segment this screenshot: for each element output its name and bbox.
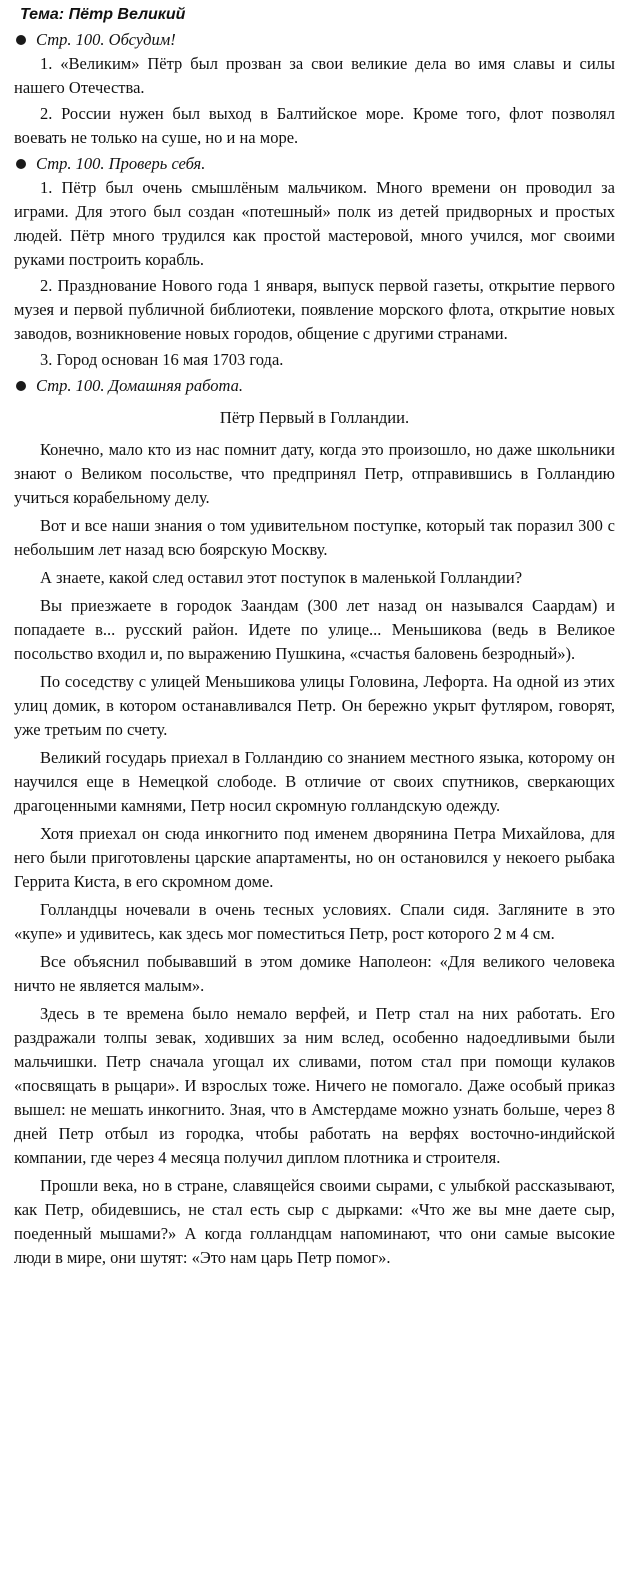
- answer-paragraph: 3. Город основан 16 мая 1703 года.: [40, 350, 284, 369]
- section-heading-check: [14, 152, 615, 176]
- story-paragraph: Конечно, мало кто из нас помнит дату, когда это произошло, но даже школьники знают о Великом посольстве, что предпринял Петр, отправившись в Голландию учиться корабельному делу.: [14, 440, 615, 507]
- story-paragraph: Вы приезжаете в городок Заандам (300 лет назад он назывался Саардам) и попадаете в... русский район. Идете по улице... Меньшикова (ведь в Великое посольство входил и, по выражению Пушкина, «счастья баловень безродный»).: [14, 596, 615, 663]
- story-paragraph: Голландцы ночевали в очень тесных условиях. Спали сидя. Загляните в это «купе» и удивитесь, как здесь мог поместиться Петр, рост которого 2 м 4 см.: [14, 900, 615, 943]
- section-body-check: [14, 176, 615, 372]
- answer-paragraph: 2. Празднование Нового года 1 января, выпуск первой газеты, открытие первого музея и первой публичной библиотеки, появление морского флота, открытие новых заводов, возникновение новых городов, общение с другими странами.: [14, 276, 615, 343]
- bullet-icon: [16, 159, 26, 169]
- story-paragraph: Прошли века, но в стране, славящейся своими сырами, с улыбкой рассказывают, как Петр, обидевшись, не стал есть сыр с дырками: «Что же вы мне даете сыр, поеденный мышами?» А когда голландцам напоминают, что они самые высокие люди в мире, они шутят: «Это нам царь Петр помог».: [14, 1176, 615, 1267]
- story-title: Пётр Первый в Голландии.: [219, 408, 410, 427]
- story: [14, 406, 615, 1270]
- bullet-icon: [16, 381, 26, 391]
- story-paragraph: А знаете, какой след оставил этот поступок в маленькой Голландии?: [40, 568, 523, 587]
- story-paragraph: Здесь в те времена было немало верфей, и Петр стал на них работать. Его раздражали толпы зевак, ходивших за ним вслед, особенно надоедливыми были мальчишки. Петр сначала угощал их сливами, потом стал при помощи кулаков «посвящать в рыцари». И взрослых тоже. Ничего не помогало. Даже особый приказ вышел: не мешать инкогнито. Зная, что в Амстердаме можно узнать больше, через 8 дней Петр отбыл из городка, чтобы работать на верфях восточно-индийской компании, где через 4 месяца получил диплом плотника и строителя.: [14, 1004, 615, 1167]
- section-heading-text: Стр. 100. Проверь себя.: [36, 154, 206, 173]
- section-body-discuss: [14, 52, 615, 150]
- answer-paragraph: 1. Пётр был очень смышлёным мальчиком. Много времени он проводил за играми. Для этого был создан «потешный» полк из детей придворных и простых людей. Пётр много трудился как простой мастеровой, много учился, мог своими руками построить корабль.: [14, 178, 615, 269]
- section-heading-homework: [14, 374, 615, 398]
- story-paragraph: Вот и все наши знания о том удивительном поступке, который так поразил 300 с небольшим лет назад всю боярскую Москву.: [14, 516, 615, 559]
- story-paragraph: Хотя приехал он сюда инкогнито под именем дворянина Петра Михайлова, для него были приготовлены царские апартаменты, но он остановился у некоего рыбака Геррита Киста, в его скромном доме.: [14, 824, 615, 891]
- answer-paragraph: 2. России нужен был выход в Балтийское море. Кроме того, флот позволял воевать не только на суше, но и на море.: [14, 104, 615, 147]
- answer-paragraph: 1. «Великим» Пётр был прозван за свои великие дела во имя славы и силы нашего Отечества.: [14, 54, 615, 97]
- section-heading-discuss: [14, 28, 615, 52]
- story-paragraph: Великий государь приехал в Голландию со знанием местного языка, которому он научился еще в Немецкой слободе. В отличие от своих спутников, сверкающих драгоценными камнями, Петр носил скромную голландскую одежду.: [14, 748, 615, 815]
- story-paragraph: Все объяснил побывавший в этом домике Наполеон: «Для великого человека ничто не является малым».: [14, 952, 615, 995]
- section-heading-text: Стр. 100. Обсудим!: [36, 30, 176, 49]
- story-paragraph: По соседству с улицей Меньшикова улицы Головина, Лефорта. На одной из этих улиц домик, в котором останавливался Петр. Он бережно укрыт футляром, говорят, уже третьим по счету.: [14, 672, 615, 739]
- bullet-icon: [16, 35, 26, 45]
- topic-title: Тема: Пётр Великий: [20, 6, 186, 23]
- section-heading-text: Стр. 100. Домашняя работа.: [36, 376, 243, 395]
